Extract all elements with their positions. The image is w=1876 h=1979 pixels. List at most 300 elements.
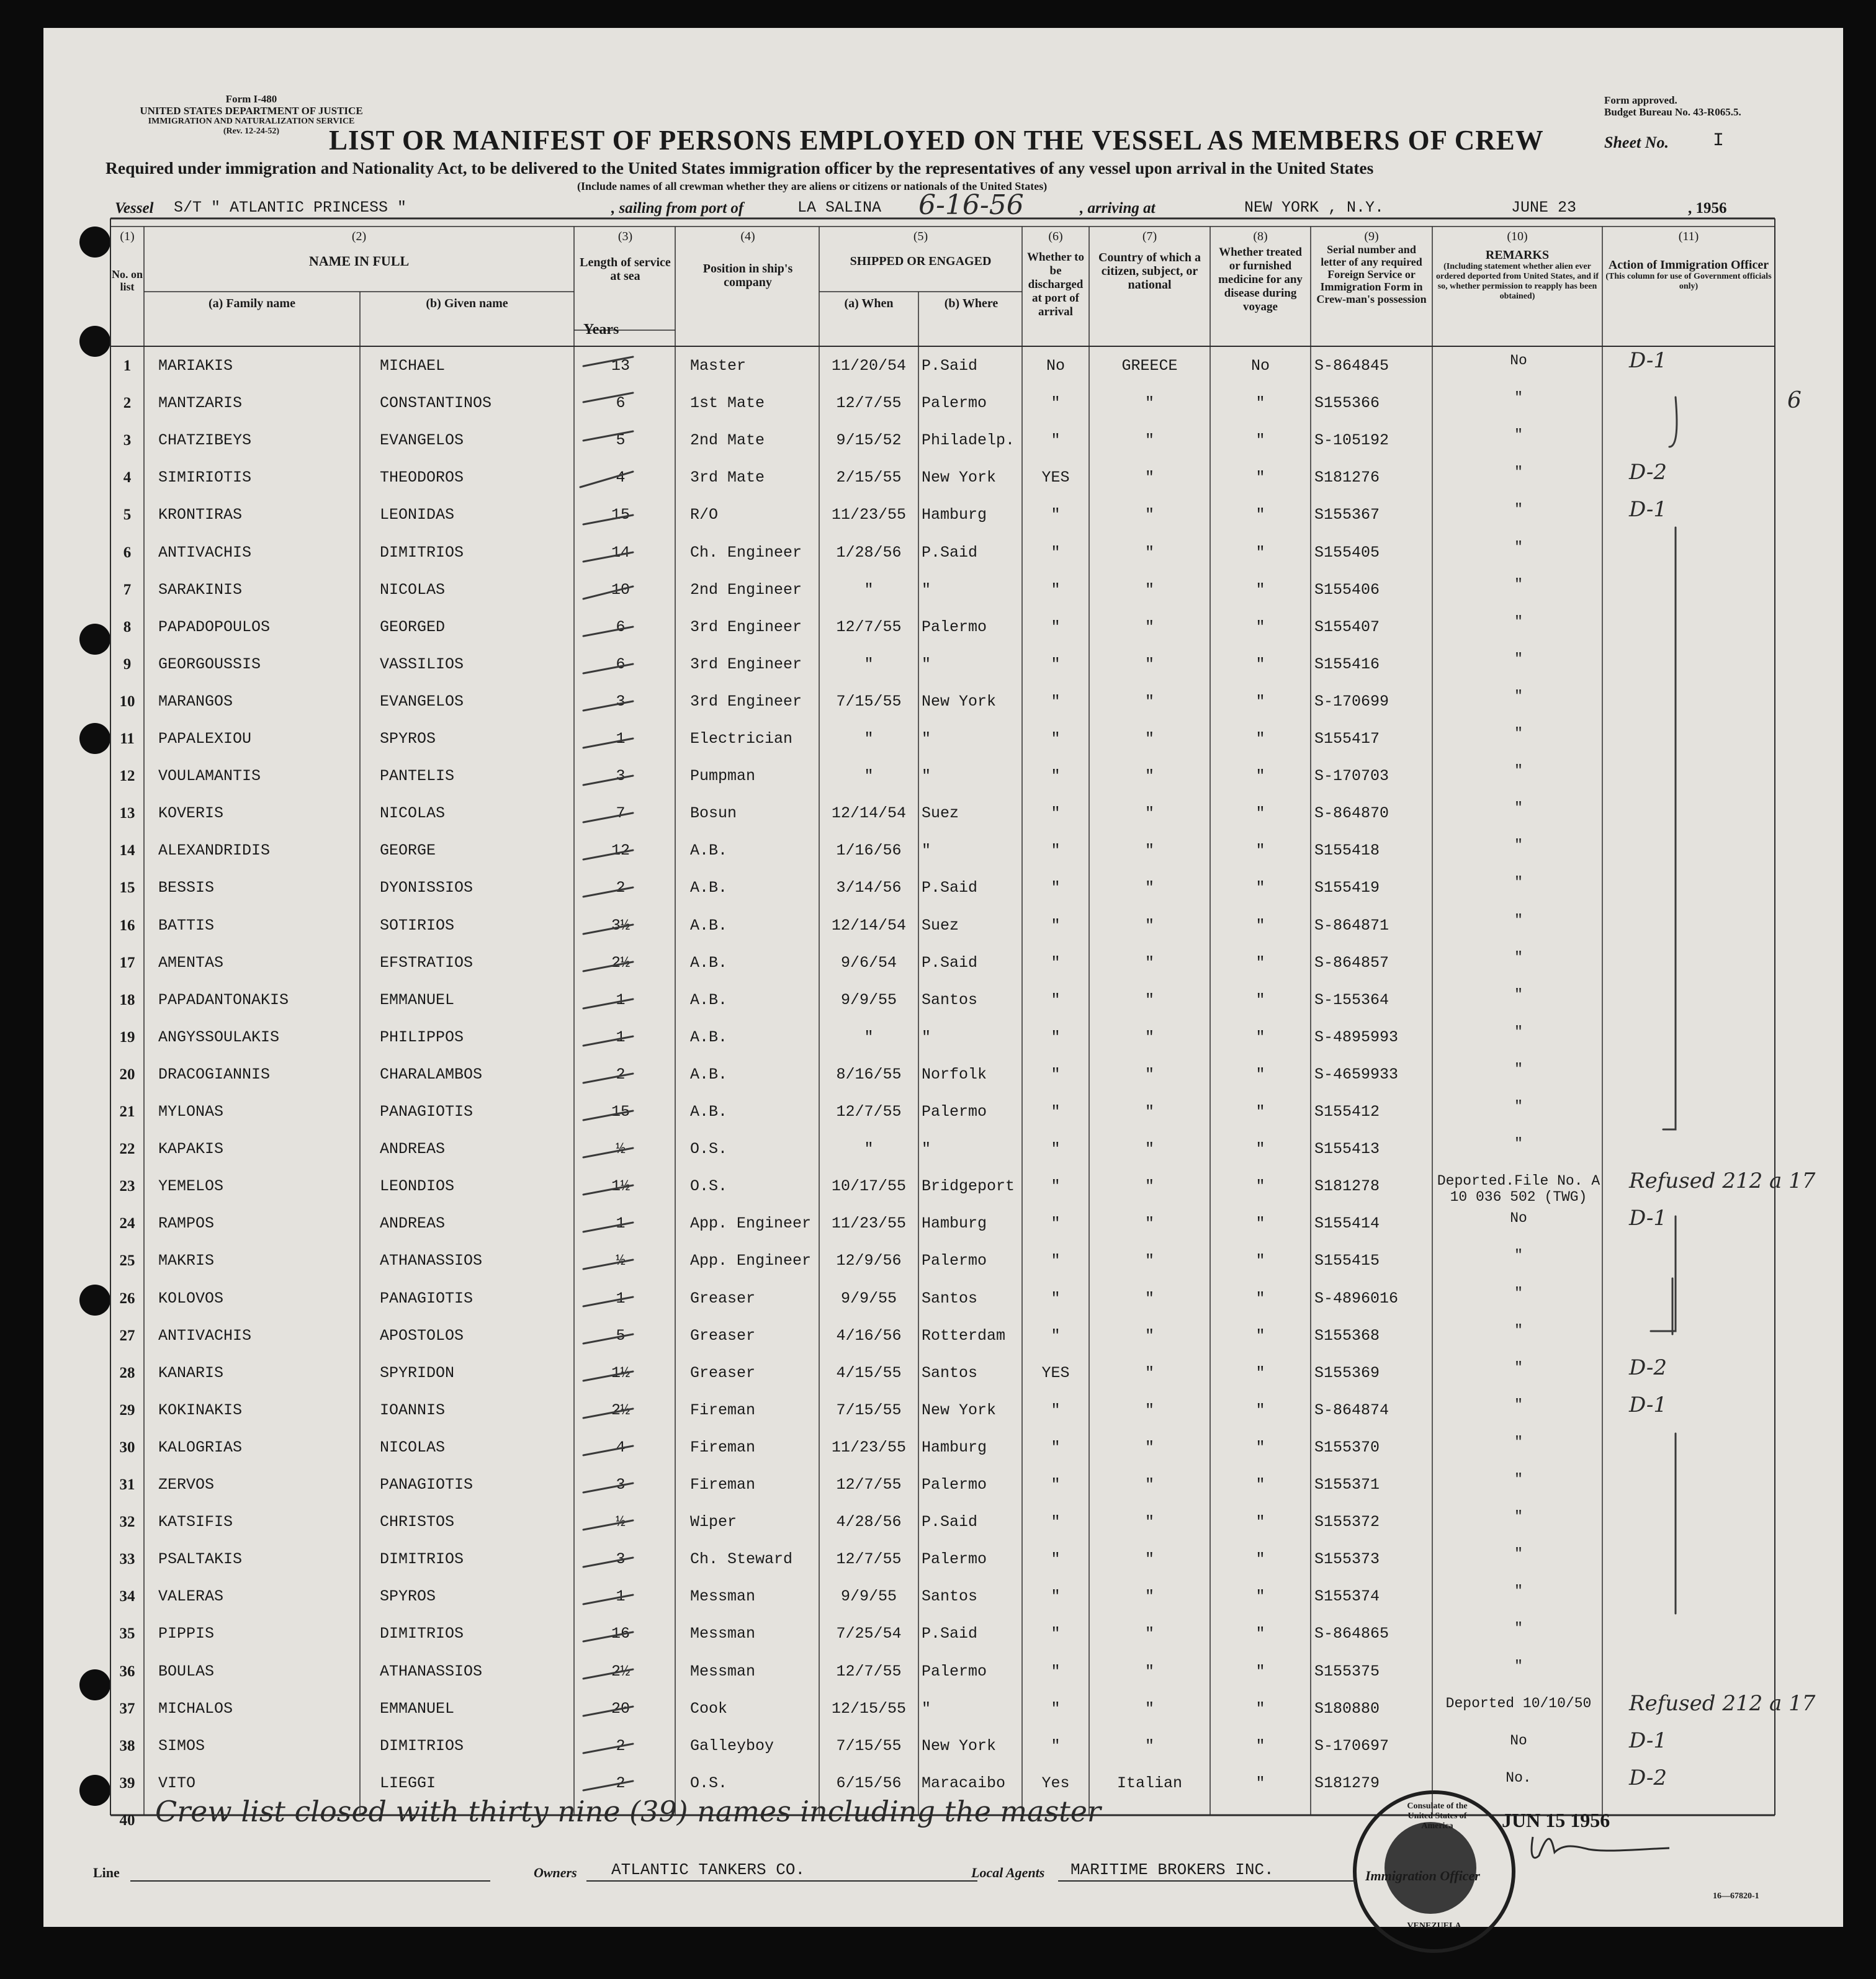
country-cell: "	[1144, 1699, 1154, 1718]
years-service-cell: 1	[616, 1028, 626, 1046]
treated-cell: "	[1255, 1550, 1265, 1569]
position-cell: A.B.	[690, 953, 728, 972]
years-service-cell: 15	[611, 506, 630, 524]
given-name-cell: EVANGELOS	[380, 431, 464, 450]
serial-cell: S-155364	[1314, 990, 1389, 1009]
remarks-cell: "	[1514, 1471, 1523, 1488]
given-name-cell: EVANGELOS	[380, 692, 464, 711]
discharge-cell: "	[1051, 1513, 1061, 1532]
col-country-title: Country of which a citizen, subject, or national	[1098, 251, 1201, 292]
row-number-cell: 33	[119, 1551, 135, 1568]
country-cell: "	[1144, 692, 1154, 711]
col-family-name-header: (a) Family name	[209, 297, 295, 310]
col-remarks-title: REMARKS	[1485, 248, 1550, 262]
shipped-where-cell: P.Said	[922, 879, 978, 897]
shipped-when-cell: "	[864, 1028, 874, 1046]
treated-cell: "	[1255, 953, 1265, 972]
serial-cell: S155367	[1314, 506, 1380, 524]
shipped-where-cell: "	[922, 730, 931, 748]
shipped-when-cell: "	[864, 580, 874, 599]
row-number-cell: 15	[119, 879, 135, 897]
position-cell: O.S.	[690, 1140, 728, 1159]
shipped-when-cell: "	[864, 655, 874, 673]
sailing-port: LA SALINA	[797, 199, 882, 217]
shipped-when-cell: 7/15/55	[836, 1401, 902, 1419]
treated-cell: "	[1255, 1625, 1265, 1643]
remarks-cell: Deported 10/10/50	[1445, 1695, 1592, 1712]
years-service-cell: 10	[611, 580, 630, 599]
serial-cell: S-4895993	[1314, 1028, 1399, 1046]
row-number-cell: 13	[119, 805, 135, 822]
shipped-where-cell: Santos	[922, 1587, 978, 1606]
serial-cell: S-4659933	[1314, 1065, 1399, 1084]
years-service-cell: 2	[616, 1065, 626, 1084]
years-service-cell: 2	[616, 1736, 626, 1755]
treated-cell: "	[1255, 431, 1265, 450]
serial-cell: S155373	[1314, 1550, 1380, 1569]
family-name-cell: AMENTAS	[158, 953, 224, 972]
discharge-cell: "	[1051, 1214, 1061, 1233]
serial-cell: S155368	[1314, 1326, 1380, 1345]
remarks-cell: "	[1514, 725, 1523, 742]
row-number-cell: 40	[119, 1811, 135, 1829]
shipped-where-cell: Palermo	[922, 1662, 987, 1681]
country-cell: Italian	[1116, 1774, 1183, 1792]
remarks-cell: "	[1514, 1583, 1523, 1600]
shipped-where-cell: P.Said	[922, 543, 978, 562]
shipped-when-cell: 12/14/54	[831, 804, 907, 823]
col-serial-number: (9)	[1364, 230, 1379, 243]
country-cell: "	[1144, 543, 1154, 562]
serial-cell: S-170699	[1314, 692, 1389, 711]
shipped-where-cell: "	[922, 841, 931, 860]
family-name-cell: KAPAKIS	[158, 1140, 224, 1159]
serial-cell: S155413	[1314, 1140, 1380, 1159]
row-number-cell: 3	[123, 432, 132, 449]
shipped-where-cell: Santos	[922, 1289, 978, 1308]
discharge-cell: "	[1051, 1252, 1061, 1270]
shipped-where-cell: Philadelp.	[922, 431, 1015, 450]
print-code: 16—67820-1	[1713, 1891, 1759, 1901]
years-service-cell: 7	[616, 804, 626, 823]
treated-cell: "	[1255, 1177, 1265, 1196]
serial-cell: S155374	[1314, 1587, 1380, 1606]
arrival-year: , 1956	[1688, 200, 1727, 217]
col-action-note: (This column for use of Government officials only)	[1605, 272, 1772, 291]
given-name-cell: LEONDIOS	[380, 1177, 455, 1196]
position-cell: 3rd Engineer	[690, 655, 802, 673]
country-cell: "	[1144, 953, 1154, 972]
position-cell: Electrician	[690, 730, 793, 748]
remarks-cell: "	[1514, 763, 1523, 779]
given-name-cell: THEODOROS	[380, 469, 464, 487]
shipped-where-cell: "	[922, 1140, 931, 1159]
shipped-when-cell: 12/7/55	[836, 1476, 902, 1494]
given-name-cell: IOANNIS	[380, 1401, 446, 1419]
family-name-cell: KOLOVOS	[158, 1289, 224, 1308]
position-cell: Messman	[690, 1625, 756, 1643]
col-treated-number: (8)	[1253, 230, 1268, 243]
col-discharge-number: (6)	[1048, 230, 1063, 243]
position-cell: Messman	[690, 1587, 756, 1606]
given-name-cell: PANTELIS	[380, 767, 455, 786]
treated-cell: "	[1255, 1363, 1265, 1382]
country-cell: "	[1144, 1401, 1154, 1419]
row-number-cell: 9	[123, 655, 132, 673]
given-name-cell: DIMITRIOS	[380, 1550, 464, 1569]
shipped-where-cell: "	[922, 767, 931, 786]
position-cell: App. Engineer	[690, 1214, 812, 1233]
remarks-cell: "	[1514, 1396, 1523, 1413]
serial-cell: S155406	[1314, 580, 1380, 599]
service-name: IMMIGRATION AND NATURALIZATION SERVICE	[148, 117, 355, 126]
given-name-cell: EMMANUEL	[380, 990, 455, 1009]
position-cell: Pumpman	[690, 767, 756, 786]
family-name-cell: ANGYSSOULAKIS	[158, 1028, 280, 1046]
country-cell: "	[1144, 1065, 1154, 1084]
given-name-cell: PANAGIOTIS	[380, 1103, 473, 1121]
years-service-cell: 14	[611, 543, 630, 562]
given-name-cell: CONSTANTINOS	[380, 394, 492, 413]
budget-bureau-number: Budget Bureau No. 43-R065.5.	[1604, 106, 1741, 118]
discharge-cell: YES	[1041, 469, 1070, 487]
row-number-cell: 37	[119, 1700, 135, 1717]
sheet-number: I	[1713, 130, 1725, 151]
shipped-when-cell: 12/7/55	[836, 1103, 902, 1121]
shipped-when-cell: 10/17/55	[831, 1177, 907, 1196]
family-name-cell: PIPPIS	[158, 1625, 215, 1643]
remarks-cell: No	[1510, 352, 1527, 369]
remarks-cell: "	[1514, 986, 1523, 1003]
given-name-cell: APOSTOLOS	[380, 1326, 464, 1345]
remarks-cell: "	[1514, 1434, 1523, 1450]
given-name-cell: VASSILIOS	[380, 655, 464, 673]
given-name-cell: CHRISTOS	[380, 1513, 455, 1532]
discharge-cell: "	[1051, 692, 1061, 711]
treated-cell: "	[1255, 1289, 1265, 1308]
discharge-cell: "	[1051, 431, 1061, 450]
serial-cell: S155419	[1314, 879, 1380, 897]
row-number-cell: 20	[119, 1066, 135, 1083]
position-cell: R/O	[690, 506, 719, 524]
col-position-title: Position in ship's company	[702, 262, 793, 289]
years-service-cell: 5	[616, 1326, 626, 1345]
given-name-cell: ANDREAS	[380, 1140, 446, 1159]
discharge-cell: "	[1051, 1103, 1061, 1121]
treated-cell: "	[1255, 543, 1265, 562]
discharge-cell: "	[1051, 1065, 1061, 1084]
position-cell: Messman	[690, 1662, 756, 1681]
discharge-cell: "	[1051, 916, 1061, 935]
action-cell: D-1	[1629, 348, 1667, 373]
serial-cell: S155405	[1314, 543, 1380, 562]
serial-cell: S-864845	[1314, 357, 1389, 375]
country-cell: "	[1144, 1289, 1154, 1308]
position-cell: 2nd Mate	[690, 431, 765, 450]
shipped-when-cell: 1/28/56	[836, 543, 902, 562]
treated-cell: "	[1255, 1028, 1265, 1046]
shipped-where-cell: New York	[922, 1736, 997, 1755]
position-cell: Bosun	[690, 804, 737, 823]
remarks-cell: "	[1514, 1620, 1523, 1637]
country-cell: "	[1144, 916, 1154, 935]
row-number-cell: 25	[119, 1252, 135, 1270]
row-number-cell: 19	[119, 1028, 135, 1046]
years-service-cell: 2½	[611, 953, 630, 972]
row-number-cell: 26	[119, 1290, 135, 1307]
country-cell: "	[1144, 655, 1154, 673]
years-service-cell: 1½	[611, 1363, 630, 1382]
serial-cell: S-864874	[1314, 1401, 1389, 1419]
family-name-cell: ANTIVACHIS	[158, 1326, 252, 1345]
col-remarks-note: (Including statement whether alien ever ordered deported from United States, and if so, whether permission to reapply has been obtained)	[1436, 262, 1599, 301]
shipped-where-cell: Suez	[922, 804, 959, 823]
family-name-cell: MICHALOS	[158, 1699, 233, 1718]
action-cell: Refused 212 a 17	[1629, 1169, 1816, 1194]
years-service-cell: 5	[616, 431, 626, 450]
given-name-cell: SOTIRIOS	[380, 916, 455, 935]
serial-cell: S-864857	[1314, 953, 1389, 972]
remarks-cell: Deported.File No. A 10 036 502 (TWG)	[1437, 1173, 1600, 1206]
given-name-cell: DIMITRIOS	[380, 1736, 464, 1755]
row-number-cell: 12	[119, 768, 135, 785]
years-service-cell: 1½	[611, 1177, 630, 1196]
row-number-cell: 32	[119, 1514, 135, 1531]
discharge-cell: "	[1051, 580, 1061, 599]
country-cell: "	[1144, 469, 1154, 487]
discharge-cell: "	[1051, 1289, 1061, 1308]
given-name-cell: ATHANASSIOS	[380, 1252, 483, 1270]
country-cell: "	[1144, 1736, 1154, 1755]
department-name: UNITED STATES DEPARTMENT OF JUSTICE	[140, 105, 363, 117]
position-cell: O.S.	[690, 1774, 728, 1792]
col-name-title: NAME IN FULL	[308, 253, 410, 269]
serial-cell: S-864870	[1314, 804, 1389, 823]
serial-cell: S-864865	[1314, 1625, 1389, 1643]
position-cell: Master	[690, 357, 747, 375]
shipped-when-cell: 9/9/55	[840, 990, 897, 1009]
shipped-where-cell: Norfolk	[922, 1065, 987, 1084]
discharge-cell: "	[1051, 1699, 1061, 1718]
years-service-cell: 1	[616, 1587, 626, 1606]
years-service-cell: 2½	[611, 1401, 630, 1419]
row-number-cell: 29	[119, 1401, 135, 1419]
remarks-cell: "	[1514, 1322, 1523, 1339]
row-number-cell: 4	[123, 469, 132, 487]
years-service-cell: 16	[611, 1625, 630, 1643]
arrival-date: JUNE 23	[1511, 199, 1577, 217]
discharge-cell: "	[1051, 1028, 1061, 1046]
given-name-cell: NICOLAS	[380, 804, 446, 823]
action-cell: D-1	[1629, 1728, 1667, 1753]
given-name-cell: EFSTRATIOS	[380, 953, 473, 972]
action-cell: Refused 212 a 17	[1629, 1690, 1816, 1716]
position-cell: A.B.	[690, 1028, 728, 1046]
action-cell: D-2	[1629, 1765, 1667, 1790]
remarks-cell: "	[1514, 390, 1523, 406]
row-number-cell: 2	[123, 395, 132, 412]
remarks-cell: "	[1514, 1136, 1523, 1152]
country-cell: "	[1144, 879, 1154, 897]
shipped-when-cell: "	[864, 730, 874, 748]
family-name-cell: BATTIS	[158, 916, 215, 935]
shipped-where-cell: Palermo	[922, 1476, 987, 1494]
shipped-when-cell: 4/15/55	[836, 1363, 902, 1382]
col-shipped-title: SHIPPED OR ENGAGED	[850, 254, 992, 268]
shipped-when-cell: 11/20/54	[831, 357, 907, 375]
shipped-where-cell: Santos	[922, 1363, 978, 1382]
treated-cell: "	[1255, 841, 1265, 860]
years-service-cell: 3	[616, 692, 626, 711]
position-cell: Galleyboy	[690, 1736, 774, 1755]
serial-cell: S155407	[1314, 617, 1380, 636]
position-cell: A.B.	[690, 1103, 728, 1121]
serial-cell: S155417	[1314, 730, 1380, 748]
shipped-when-cell: 12/7/55	[836, 617, 902, 636]
given-name-cell: NICOLAS	[380, 1438, 446, 1456]
treated-cell: "	[1255, 1401, 1265, 1419]
arrival-port: NEW YORK , N.Y.	[1244, 199, 1385, 217]
position-cell: 3rd Engineer	[690, 692, 802, 711]
given-name-cell: NICOLAS	[380, 580, 446, 599]
years-service-cell: 1	[616, 990, 626, 1009]
given-name-cell: LIEGGI	[380, 1774, 436, 1792]
immigration-officer-label: Immigration Officer	[1365, 1868, 1480, 1883]
col-service-title: Length of service at sea	[580, 256, 671, 283]
family-name-cell: GEORGOUSSIS	[158, 655, 261, 673]
country-cell: "	[1144, 1513, 1154, 1532]
remarks-cell: No	[1510, 1210, 1527, 1227]
years-service-cell: 2	[616, 879, 626, 897]
discharge-cell: "	[1051, 1326, 1061, 1345]
remarks-cell: "	[1514, 613, 1523, 630]
position-cell: 3rd Engineer	[690, 617, 802, 636]
country-cell: "	[1144, 1214, 1154, 1233]
years-service-cell: 1	[616, 1289, 626, 1308]
years-service-cell: 15	[611, 1103, 630, 1121]
shipped-where-cell: Hamburg	[922, 1438, 987, 1456]
row-number-cell: 39	[119, 1774, 135, 1792]
country-cell: "	[1144, 1252, 1154, 1270]
family-name-cell: KOVERIS	[158, 804, 224, 823]
owners-label: Owners	[534, 1865, 577, 1880]
treated-cell: "	[1255, 692, 1265, 711]
shipped-when-cell: 7/15/55	[836, 692, 902, 711]
remarks-cell: "	[1514, 1509, 1523, 1525]
given-name-cell: MICHAEL	[380, 357, 446, 375]
discharge-cell: "	[1051, 990, 1061, 1009]
shipped-when-cell: 8/16/55	[836, 1065, 902, 1084]
shipped-where-cell: New York	[922, 692, 997, 711]
country-cell: GREECE	[1121, 357, 1178, 375]
family-name-cell: VITO	[158, 1774, 196, 1792]
position-cell: A.B.	[690, 1065, 728, 1084]
form-number: Form I-480	[225, 93, 277, 105]
shipped-when-cell: 4/28/56	[836, 1513, 902, 1532]
family-name-cell: BESSIS	[158, 879, 215, 897]
family-name-cell: KALOGRIAS	[158, 1438, 243, 1456]
serial-cell: S155412	[1314, 1103, 1380, 1121]
position-cell: Fireman	[690, 1401, 756, 1419]
position-cell: A.B.	[690, 841, 728, 860]
given-name-cell: PANAGIOTIS	[380, 1476, 473, 1494]
family-name-cell: SIMIRIOTIS	[158, 469, 252, 487]
country-cell: "	[1144, 804, 1154, 823]
given-name-cell: SPYROS	[380, 730, 436, 748]
row-number-cell: 21	[119, 1103, 135, 1120]
sheet-label: Sheet No.	[1604, 133, 1669, 151]
discharge-cell: "	[1051, 506, 1061, 524]
row-number-cell: 16	[119, 917, 135, 934]
shipped-when-cell: 12/7/55	[836, 1662, 902, 1681]
given-name-cell: DYONISSIOS	[380, 879, 473, 897]
treated-cell: "	[1255, 1252, 1265, 1270]
row-number-cell: 24	[119, 1215, 135, 1232]
years-service-cell: ½	[616, 1140, 626, 1159]
serial-cell: S155415	[1314, 1252, 1380, 1270]
revision-date: (Rev. 12-24-52)	[223, 127, 280, 136]
row-number-cell: 28	[119, 1364, 135, 1381]
position-cell: A.B.	[690, 916, 728, 935]
serial-cell: S155370	[1314, 1438, 1380, 1456]
years-service-cell: 1	[616, 1214, 626, 1233]
family-name-cell: ALEXANDRIDIS	[158, 841, 271, 860]
years-service-cell: 6	[616, 655, 626, 673]
position-cell: Ch. Steward	[690, 1550, 793, 1569]
shipped-where-cell: Suez	[922, 916, 959, 935]
serial-cell: S181276	[1314, 469, 1380, 487]
col-no-title: No. on list	[111, 268, 143, 293]
vessel-name: S/T " ATLANTIC PRINCESS "	[174, 199, 407, 217]
remarks-cell: "	[1514, 576, 1523, 593]
treated-cell: "	[1255, 1736, 1265, 1755]
row-number-cell: 1	[123, 357, 132, 374]
treated-cell: "	[1255, 1587, 1265, 1606]
shipped-when-cell: 9/9/55	[840, 1587, 897, 1606]
position-cell: Wiper	[690, 1513, 737, 1532]
row-number-cell: 38	[119, 1737, 135, 1754]
serial-cell: S180880	[1314, 1699, 1380, 1718]
discharge-cell: "	[1051, 1736, 1061, 1755]
family-name-cell: KRONTIRAS	[158, 506, 243, 524]
col-country-number: (7)	[1142, 230, 1157, 243]
treated-cell: "	[1255, 617, 1265, 636]
treated-cell: "	[1255, 767, 1265, 786]
treated-cell: "	[1255, 1513, 1265, 1532]
shipped-where-cell: P.Said	[922, 953, 978, 972]
remarks-cell: "	[1514, 1546, 1523, 1563]
family-name-cell: MARANGOS	[158, 692, 233, 711]
row-number-cell: 17	[119, 954, 135, 971]
shipped-when-cell: 7/25/54	[836, 1625, 902, 1643]
position-cell: Fireman	[690, 1438, 756, 1456]
seal-text: Consulate of the United States of America	[1407, 1802, 1468, 1831]
treated-cell: "	[1255, 1476, 1265, 1494]
remarks-cell: "	[1514, 874, 1523, 891]
shipped-when-cell: 12/7/55	[836, 1550, 902, 1569]
serial-cell: S155366	[1314, 394, 1380, 413]
serial-cell: S-4896016	[1314, 1289, 1399, 1308]
discharge-cell: "	[1051, 1438, 1061, 1456]
family-name-cell: SIMOS	[158, 1736, 205, 1755]
country-cell: "	[1144, 841, 1154, 860]
remarks-cell: "	[1514, 539, 1523, 555]
discharge-cell: "	[1051, 617, 1061, 636]
row-number-cell: 10	[119, 693, 135, 710]
arriving-label: , arriving at	[1080, 200, 1156, 217]
remarks-cell: "	[1514, 1247, 1523, 1264]
shipped-where-cell: "	[922, 580, 931, 599]
